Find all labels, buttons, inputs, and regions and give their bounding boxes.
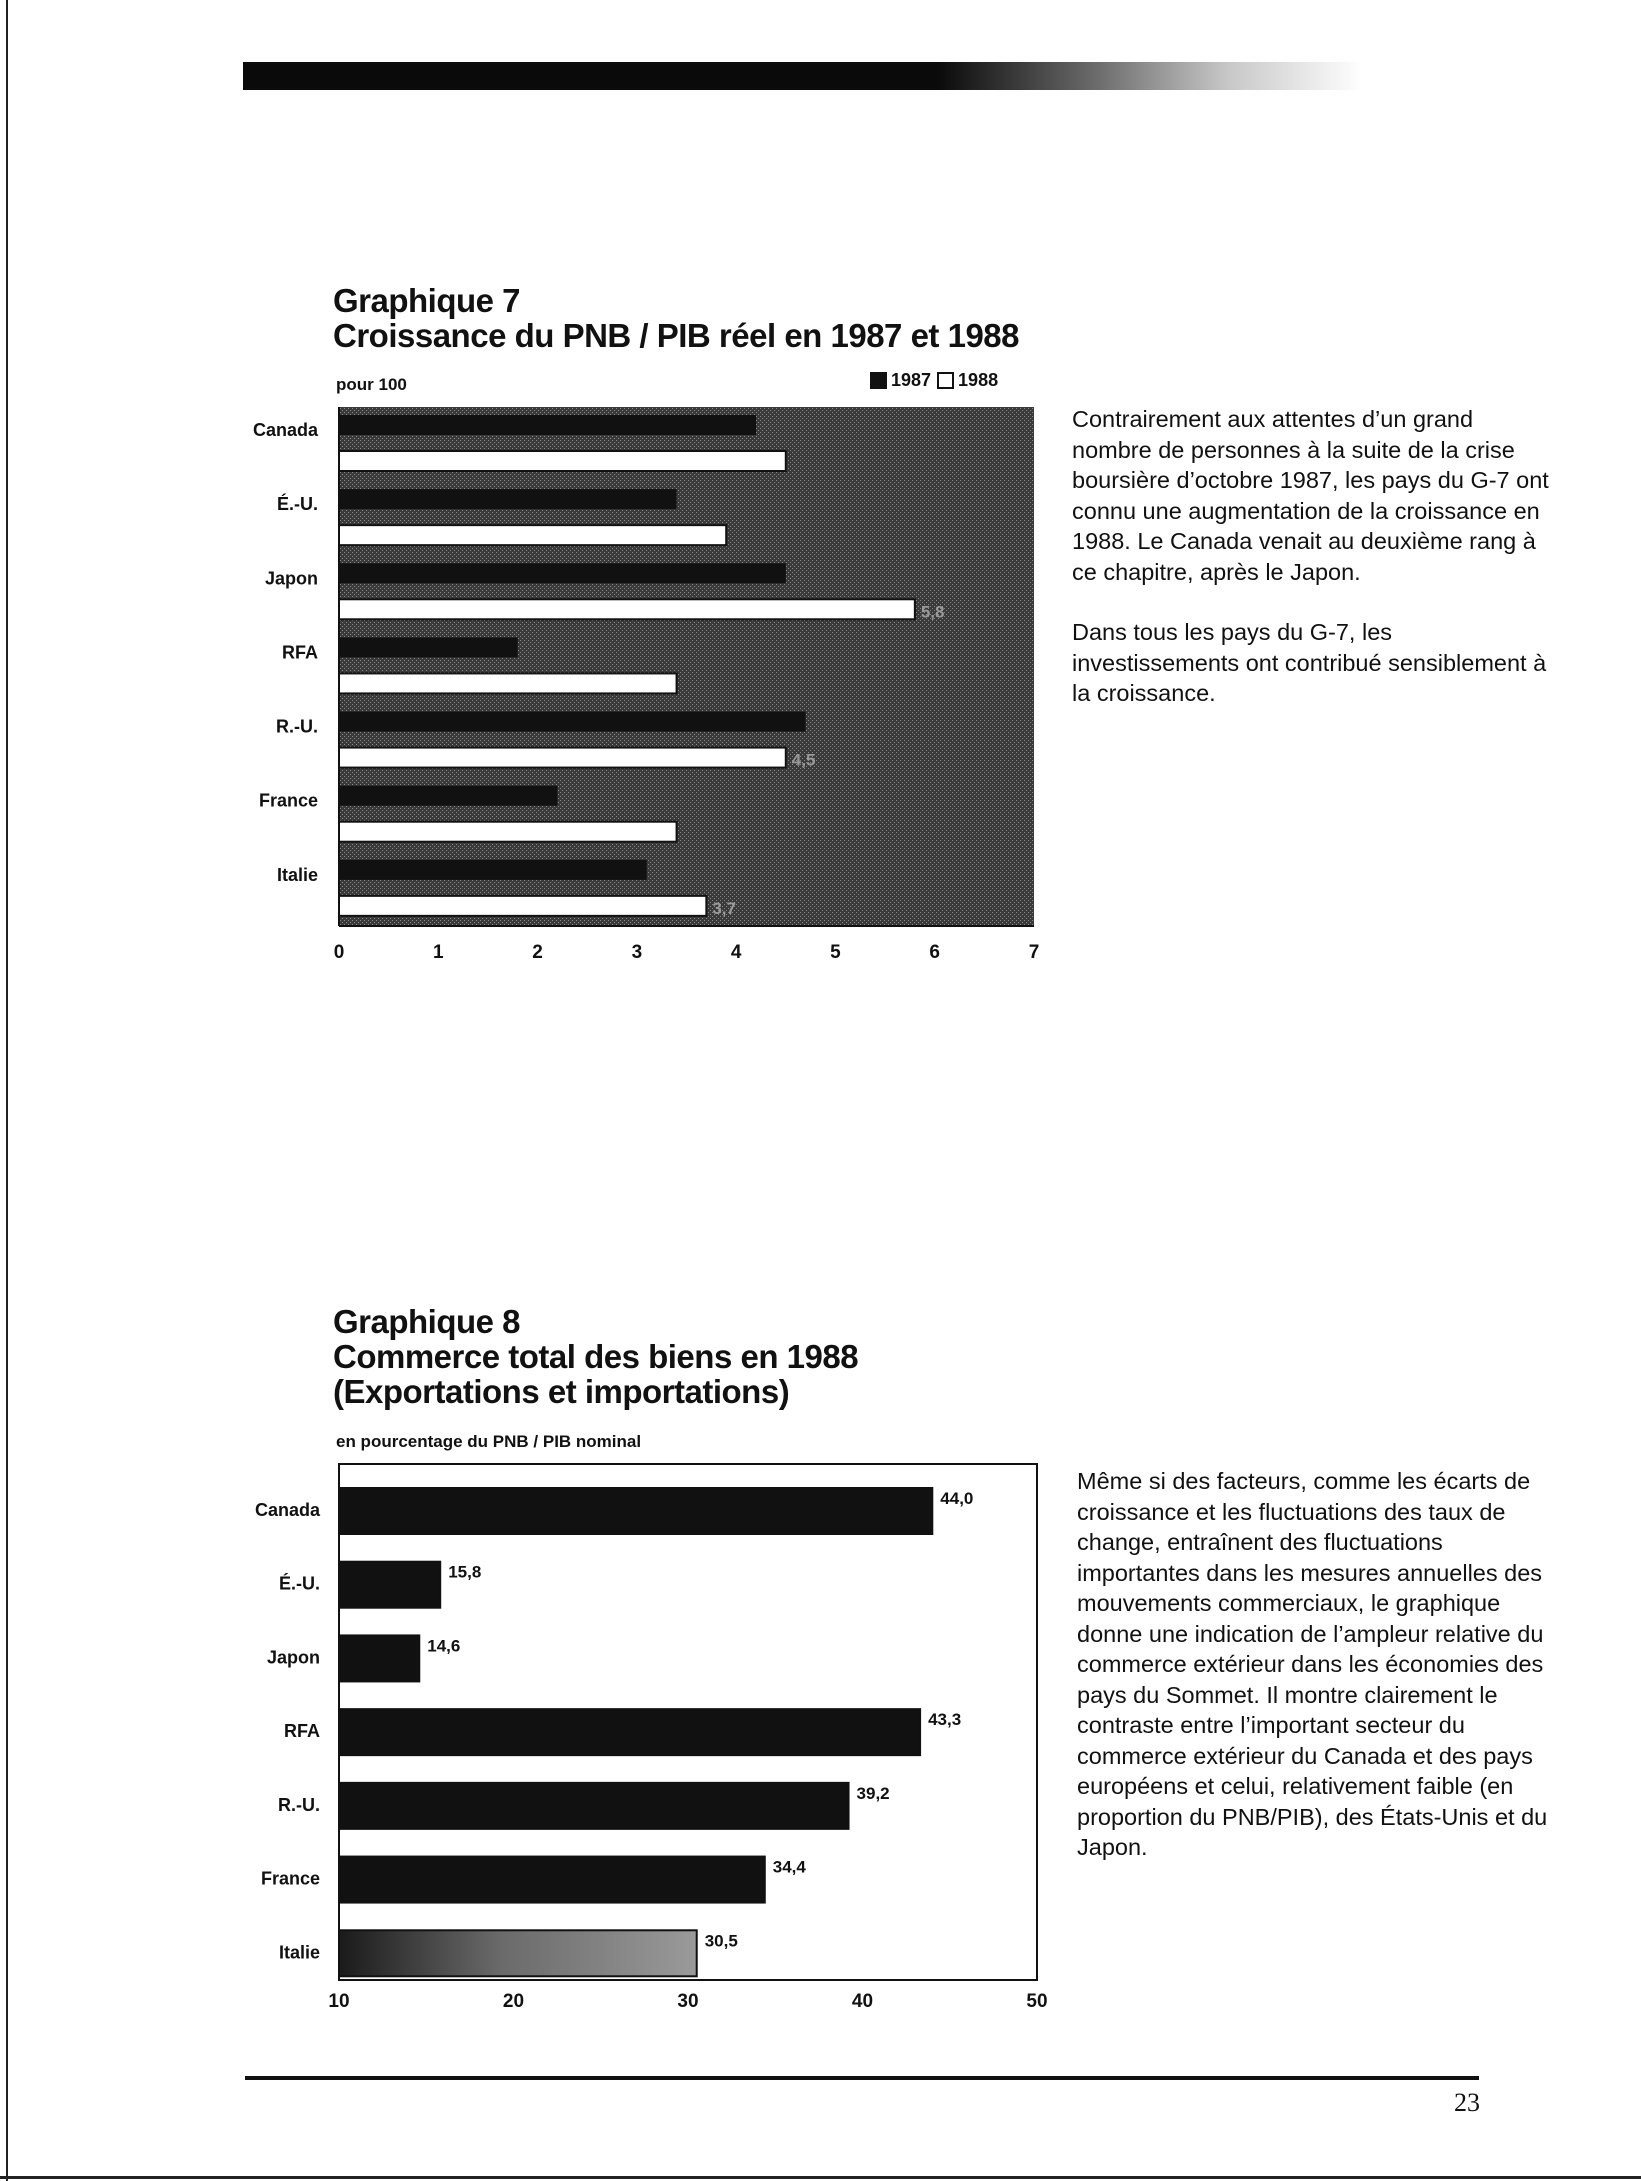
bar-1987-japon (339, 563, 786, 583)
category-label-rfa: RFA (284, 1721, 320, 1742)
value-label-france: 34,4 (772, 1857, 806, 1877)
chart7-x-tick-6: 6 (929, 942, 941, 963)
category-label-r-u: R.-U. (276, 716, 318, 737)
value-label-italie: 30,5 (704, 1931, 738, 1951)
chart8-title-line3: (Exportations et importations) (333, 1373, 790, 1410)
category-label-japon: Japon (266, 1647, 320, 1668)
footer-rule (245, 2076, 1479, 2080)
bar-1987-france (339, 786, 557, 806)
bar-1988-canada (339, 451, 786, 471)
bar-r-u (339, 1783, 849, 1829)
chart7-paragraph-2: Dans tous les pays du G-7, les investissements ont contribué sensiblement à la croissance. (1072, 619, 1547, 706)
value-label-1988-italie: 3,7 (712, 898, 736, 918)
legend-label-1988: 1988 (958, 370, 999, 390)
chart8-unit-label: en pourcentage du PNB / PIB nominal (336, 1432, 642, 1451)
chart7-title-line1: Graphique 7 (333, 282, 521, 319)
bar-1987-e-u (339, 489, 677, 509)
bar-1988-italie (339, 896, 706, 916)
chart7-x-tick-0: 0 (333, 942, 345, 963)
page-number: 23 (1454, 2088, 1480, 2117)
scan-bottom-line (0, 2176, 1641, 2179)
category-label-canada: Canada (252, 420, 318, 440)
chart8-x-tick-4: 50 (1026, 1991, 1048, 2012)
chart8-x-tick-2: 30 (677, 1991, 699, 2012)
chart7-x-tick-5: 5 (830, 942, 841, 963)
chart8-x-tick-1: 20 (502, 1991, 525, 2012)
value-label-e-u: 15,8 (448, 1562, 482, 1582)
bar-e-u (339, 1562, 440, 1608)
chart7-unit-label: pour 100 (336, 375, 407, 394)
value-label-japon: 14,6 (427, 1636, 461, 1656)
category-label-italie: Italie (276, 864, 318, 885)
legend-label-1987: 1987 (891, 370, 932, 390)
chart8-x-tick-3: 40 (851, 1991, 874, 2012)
chart8-title-line2: Commerce total des biens en 1988 (333, 1338, 859, 1375)
chart7-title-line2: Croissance du PNB / PIB réel en 1987 et 1988 (333, 317, 1020, 354)
bar-1987-rfa (339, 637, 518, 657)
category-label-france: France (260, 1868, 320, 1889)
chart7-x-tick-3: 3 (631, 942, 643, 963)
value-label-1988-r-u: 4,5 (791, 750, 816, 770)
chart7-paragraph-1: Contrairement aux attentes d’un grand nombre de personnes à la suite de la crise boursière d’octobre 1987, les pays du G-7 ont connu une augmentation de la croissance en 1988. Le Canada venait au deuxième rang à ce chapitre, après le Japon. (1072, 406, 1549, 585)
bar-1987-canada (339, 415, 756, 435)
category-label-france: France (258, 790, 318, 811)
chart7-x-tick-2: 2 (532, 942, 543, 963)
chart8-title-line1: Graphique 8 (333, 1303, 521, 1340)
bar-1988-e-u (339, 525, 726, 545)
chart7-plot-background (339, 407, 1034, 926)
value-label-1988-japon: 5,8 (920, 602, 945, 622)
category-label-e-u: É.-U. (276, 494, 318, 515)
value-label-r-u: 39,2 (856, 1783, 890, 1803)
bar-1987-r-u (339, 712, 806, 732)
chart7-x-tick-4: 4 (730, 942, 742, 963)
bar-1988-france (339, 822, 677, 842)
category-label-e-u: É.-U. (278, 1573, 320, 1594)
bar-1987-italie (339, 860, 647, 880)
bar-1988-japon (339, 599, 915, 619)
bar-canada (339, 1488, 932, 1534)
value-label-canada: 44,0 (940, 1489, 974, 1508)
bar-japon (339, 1635, 419, 1681)
bar-france (339, 1857, 765, 1903)
chart7-x-tick-7: 7 (1028, 942, 1040, 963)
bar-1988-r-u (339, 748, 786, 768)
value-label-rfa: 43,3 (928, 1710, 962, 1730)
bar-italie (339, 1930, 697, 1976)
chart8-x-tick-0: 10 (328, 1991, 350, 2012)
bar-rfa (339, 1709, 920, 1755)
category-label-canada: Canada (254, 1500, 320, 1520)
category-label-r-u: R.-U. (278, 1794, 320, 1815)
chart7-x-tick-1: 1 (432, 942, 444, 963)
category-label-japon: Japon (264, 568, 318, 589)
chart8-paragraph-1: Même si des facteurs, comme les écarts de croissance et les fluctuations des taux de change, entraînent des fluctuations importantes dans les mesures annuelles des mouvements commerciaux, le graphique donne une indication de l’ampleur relative du commerce extérieur dans les économies des pays du Sommet. Il montre clairement le contraste entre l’important secteur du commerce extérieur du Canada et des pays européens et celui, relativement faible (en proportion du PNB/PIB), des États-Unis et du Japon. (1077, 1468, 1548, 1860)
chart8-text-block (1077, 1466, 1557, 1893)
category-label-italie: Italie (278, 1942, 320, 1963)
bar-1988-rfa (339, 673, 677, 693)
category-label-rfa: RFA (282, 642, 318, 663)
chart7-text-block (1072, 404, 1552, 739)
